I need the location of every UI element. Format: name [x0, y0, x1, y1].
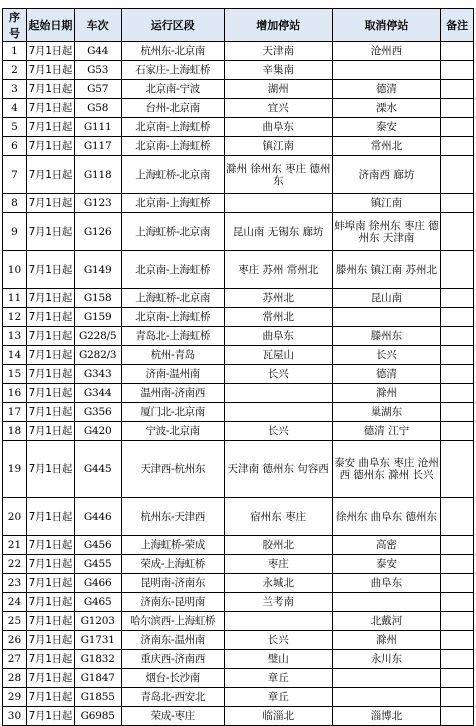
train-number-cell: G58	[74, 99, 121, 118]
cancelled-stops-cell: 曲阜东	[332, 574, 441, 593]
row-number-cell: 22	[3, 555, 27, 574]
train-number-cell: G445	[74, 441, 121, 498]
added-stops-cell: 永城北	[224, 574, 332, 593]
table-row	[3, 365, 474, 384]
row-number-cell: 25	[3, 612, 27, 631]
route-section-cell: 北京南-上海虹桥	[121, 194, 224, 213]
route-section-cell: 荣成-枣庄	[121, 707, 224, 726]
remarks-cell	[441, 346, 474, 365]
cancelled-stops-cell: 蚌埠南 徐州东 枣庄 德州东 天津南	[332, 213, 441, 251]
start-date-cell: 7月1日起	[26, 498, 74, 536]
added-stops-cell: 天津南	[224, 42, 332, 61]
header-section: 运行区段	[121, 9, 224, 42]
added-stops-cell: 枣庄	[224, 555, 332, 574]
remarks-cell	[441, 194, 474, 213]
remarks-cell	[441, 574, 474, 593]
row-number-cell: 23	[3, 574, 27, 593]
remarks-cell	[441, 707, 474, 726]
cancelled-stops-cell: 高密	[332, 536, 441, 555]
cancelled-stops-cell: 泰安	[332, 118, 441, 137]
route-section-cell: 济南-温州南	[121, 365, 224, 384]
added-stops-cell: 兰考南	[224, 593, 332, 612]
table-row	[3, 99, 474, 118]
train-number-cell: G344	[74, 384, 121, 403]
cancelled-stops-cell: 淄博北	[332, 707, 441, 726]
cancelled-stops-cell: 德清 江宁	[332, 422, 441, 441]
table-row	[3, 669, 474, 688]
start-date-cell: 7月1日起	[26, 688, 74, 707]
table-row	[3, 213, 474, 251]
cancelled-stops-cell	[332, 688, 441, 707]
added-stops-cell: 长兴	[224, 365, 332, 384]
header-no: 序号	[3, 9, 27, 42]
remarks-cell	[441, 384, 474, 403]
train-number-cell: G282/3	[74, 346, 121, 365]
added-stops-cell: 章丘	[224, 688, 332, 707]
row-number-cell: 6	[3, 137, 27, 156]
remarks-cell	[441, 593, 474, 612]
start-date-cell: 7月1日起	[26, 327, 74, 346]
train-timetable-sheet	[2, 8, 474, 726]
start-date-cell: 7月1日起	[26, 441, 74, 498]
added-stops-cell: 长兴	[224, 422, 332, 441]
row-number-cell: 21	[3, 536, 27, 555]
table-row	[3, 118, 474, 137]
remarks-cell	[441, 555, 474, 574]
added-stops-cell: 苏州北	[224, 289, 332, 308]
route-section-cell: 北京南-上海虹桥	[121, 118, 224, 137]
remarks-cell	[441, 612, 474, 631]
cancelled-stops-cell: 滁州	[332, 631, 441, 650]
route-section-cell: 哈尔滨西-上海虹桥	[121, 612, 224, 631]
row-number-cell: 11	[3, 289, 27, 308]
train-number-cell: G111	[74, 118, 121, 137]
cancelled-stops-cell: 济南西 廊坊	[332, 156, 441, 194]
cancelled-stops-cell: 常州北	[332, 137, 441, 156]
cancelled-stops-cell: 巢湖东	[332, 403, 441, 422]
cancelled-stops-cell	[332, 308, 441, 327]
start-date-cell: 7月1日起	[26, 384, 74, 403]
row-number-cell: 9	[3, 213, 27, 251]
train-number-cell: G1855	[74, 688, 121, 707]
row-number-cell: 14	[3, 346, 27, 365]
table-row	[3, 422, 474, 441]
remarks-cell	[441, 650, 474, 669]
row-number-cell: 18	[3, 422, 27, 441]
added-stops-cell	[224, 612, 332, 631]
train-number-cell: G57	[74, 80, 121, 99]
cancelled-stops-cell: 长兴	[332, 346, 441, 365]
table-body	[3, 42, 474, 726]
header-row	[3, 9, 474, 42]
added-stops-cell: 镇江南	[224, 137, 332, 156]
table-row	[3, 403, 474, 422]
table-row	[3, 61, 474, 80]
route-section-cell: 昆明南-济南东	[121, 574, 224, 593]
start-date-cell: 7月1日起	[26, 251, 74, 289]
remarks-cell	[441, 403, 474, 422]
start-date-cell: 7月1日起	[26, 422, 74, 441]
stop-change-table	[2, 8, 474, 726]
train-number-cell: G343	[74, 365, 121, 384]
start-date-cell: 7月1日起	[26, 289, 74, 308]
train-number-cell: G420	[74, 422, 121, 441]
table-row	[3, 574, 474, 593]
cancelled-stops-cell: 溧水	[332, 99, 441, 118]
row-number-cell: 30	[3, 707, 27, 726]
table-row	[3, 308, 474, 327]
row-number-cell: 15	[3, 365, 27, 384]
remarks-cell	[441, 441, 474, 498]
row-number-cell: 26	[3, 631, 27, 650]
route-section-cell: 荣成-上海虹桥	[121, 555, 224, 574]
remarks-cell	[441, 498, 474, 536]
start-date-cell: 7月1日起	[26, 536, 74, 555]
remarks-cell	[441, 669, 474, 688]
table-row	[3, 707, 474, 726]
cancelled-stops-cell	[332, 669, 441, 688]
route-section-cell: 青岛北-上海虹桥	[121, 327, 224, 346]
row-number-cell: 12	[3, 308, 27, 327]
added-stops-cell: 章丘	[224, 669, 332, 688]
train-number-cell: G159	[74, 308, 121, 327]
train-number-cell: G126	[74, 213, 121, 251]
train-number-cell: G466	[74, 574, 121, 593]
added-stops-cell: 临淄北	[224, 707, 332, 726]
remarks-cell	[441, 688, 474, 707]
route-section-cell: 青岛北-西安北	[121, 688, 224, 707]
added-stops-cell: 瓦屋山	[224, 346, 332, 365]
cancelled-stops-cell	[332, 593, 441, 612]
cancelled-stops-cell: 泰安	[332, 555, 441, 574]
start-date-cell: 7月1日起	[26, 42, 74, 61]
row-number-cell: 19	[3, 441, 27, 498]
table-row	[3, 137, 474, 156]
train-number-cell: G456	[74, 536, 121, 555]
train-number-cell: G356	[74, 403, 121, 422]
train-number-cell: G118	[74, 156, 121, 194]
route-section-cell: 北京南-上海虹桥	[121, 137, 224, 156]
remarks-cell	[441, 213, 474, 251]
start-date-cell: 7月1日起	[26, 612, 74, 631]
start-date-cell: 7月1日起	[26, 194, 74, 213]
train-number-cell: G1832	[74, 650, 121, 669]
table-row	[3, 384, 474, 403]
start-date-cell: 7月1日起	[26, 156, 74, 194]
added-stops-cell: 长兴	[224, 631, 332, 650]
remarks-cell	[441, 42, 474, 61]
remarks-cell	[441, 536, 474, 555]
start-date-cell: 7月1日起	[26, 631, 74, 650]
start-date-cell: 7月1日起	[26, 365, 74, 384]
start-date-cell: 7月1日起	[26, 574, 74, 593]
start-date-cell: 7月1日起	[26, 137, 74, 156]
table-row	[3, 536, 474, 555]
cancelled-stops-cell	[332, 61, 441, 80]
route-section-cell: 上海虹桥-北京南	[121, 213, 224, 251]
start-date-cell: 7月1日起	[26, 346, 74, 365]
table-row	[3, 251, 474, 289]
table-row	[3, 688, 474, 707]
remarks-cell	[441, 308, 474, 327]
cancelled-stops-cell: 滕州东	[332, 327, 441, 346]
table-row	[3, 650, 474, 669]
table-row	[3, 498, 474, 536]
start-date-cell: 7月1日起	[26, 99, 74, 118]
added-stops-cell: 常州北	[224, 308, 332, 327]
header-cancelled-stops: 取消停站	[332, 9, 441, 42]
train-number-cell: G1203	[74, 612, 121, 631]
remarks-cell	[441, 99, 474, 118]
row-number-cell: 3	[3, 80, 27, 99]
row-number-cell: 7	[3, 156, 27, 194]
remarks-cell	[441, 251, 474, 289]
remarks-cell	[441, 631, 474, 650]
cancelled-stops-cell: 滁州	[332, 384, 441, 403]
row-number-cell: 29	[3, 688, 27, 707]
cancelled-stops-cell: 滕州东 镇江南 苏州北	[332, 251, 441, 289]
row-number-cell: 8	[3, 194, 27, 213]
cancelled-stops-cell: 昆山南	[332, 289, 441, 308]
cancelled-stops-cell: 泰安 曲阜东 枣庄 沧州西 德州东 滁州 长兴	[332, 441, 441, 498]
table-row	[3, 346, 474, 365]
route-section-cell: 济南东-昆明南	[121, 593, 224, 612]
route-section-cell: 济南东-温州南	[121, 631, 224, 650]
row-number-cell: 1	[3, 42, 27, 61]
route-section-cell: 上海虹桥-北京南	[121, 289, 224, 308]
cancelled-stops-cell: 镇江南	[332, 194, 441, 213]
route-section-cell: 宁波-北京南	[121, 422, 224, 441]
route-section-cell: 上海虹桥-荣成	[121, 536, 224, 555]
start-date-cell: 7月1日起	[26, 118, 74, 137]
added-stops-cell: 滁州 徐州东 枣庄 德州东	[224, 156, 332, 194]
header-start-date: 起始日期	[26, 9, 74, 42]
remarks-cell	[441, 422, 474, 441]
cancelled-stops-cell: 德清	[332, 365, 441, 384]
start-date-cell: 7月1日起	[26, 308, 74, 327]
cancelled-stops-cell: 德清	[332, 80, 441, 99]
row-number-cell: 27	[3, 650, 27, 669]
train-number-cell: G6985	[74, 707, 121, 726]
train-number-cell: G465	[74, 593, 121, 612]
table-row	[3, 631, 474, 650]
train-number-cell: G455	[74, 555, 121, 574]
added-stops-cell	[224, 194, 332, 213]
start-date-cell: 7月1日起	[26, 555, 74, 574]
train-number-cell: G158	[74, 289, 121, 308]
route-section-cell: 杭州-青岛	[121, 346, 224, 365]
added-stops-cell: 枣庄 苏州 常州北	[224, 251, 332, 289]
route-section-cell: 天津西-杭州东	[121, 441, 224, 498]
train-number-cell: G1847	[74, 669, 121, 688]
train-number-cell: G44	[74, 42, 121, 61]
remarks-cell	[441, 289, 474, 308]
table-row	[3, 194, 474, 213]
table-row	[3, 555, 474, 574]
added-stops-cell: 曲阜东	[224, 327, 332, 346]
added-stops-cell: 天津南 德州东 句容西	[224, 441, 332, 498]
start-date-cell: 7月1日起	[26, 707, 74, 726]
remarks-cell	[441, 137, 474, 156]
route-section-cell: 北京南-上海虹桥	[121, 251, 224, 289]
cancelled-stops-cell: 永川东	[332, 650, 441, 669]
route-section-cell: 杭州东-天津西	[121, 498, 224, 536]
route-section-cell: 北京南-宁波	[121, 80, 224, 99]
train-number-cell: G1731	[74, 631, 121, 650]
row-number-cell: 10	[3, 251, 27, 289]
route-section-cell: 上海虹桥-北京南	[121, 156, 224, 194]
added-stops-cell: 湖州	[224, 80, 332, 99]
row-number-cell: 28	[3, 669, 27, 688]
start-date-cell: 7月1日起	[26, 80, 74, 99]
added-stops-cell: 曲阜东	[224, 118, 332, 137]
train-number-cell: G228/5	[74, 327, 121, 346]
route-section-cell: 厦门北-北京南	[121, 403, 224, 422]
route-section-cell: 烟台-长沙南	[121, 669, 224, 688]
table-row	[3, 593, 474, 612]
route-section-cell: 温州南-济南西	[121, 384, 224, 403]
route-section-cell: 北京南-上海虹桥	[121, 308, 224, 327]
start-date-cell: 7月1日起	[26, 593, 74, 612]
start-date-cell: 7月1日起	[26, 669, 74, 688]
route-section-cell: 杭州东-北京南	[121, 42, 224, 61]
remarks-cell	[441, 156, 474, 194]
start-date-cell: 7月1日起	[26, 403, 74, 422]
table-row	[3, 441, 474, 498]
remarks-cell	[441, 80, 474, 99]
start-date-cell: 7月1日起	[26, 213, 74, 251]
cancelled-stops-cell: 沧州西	[332, 42, 441, 61]
table-row	[3, 80, 474, 99]
row-number-cell: 16	[3, 384, 27, 403]
remarks-cell	[441, 118, 474, 137]
row-number-cell: 5	[3, 118, 27, 137]
header-train: 车次	[74, 9, 121, 42]
remarks-cell	[441, 61, 474, 80]
route-section-cell: 台州-北京南	[121, 99, 224, 118]
header-remarks: 备注	[441, 9, 474, 42]
row-number-cell: 24	[3, 593, 27, 612]
remarks-cell	[441, 365, 474, 384]
row-number-cell: 4	[3, 99, 27, 118]
train-number-cell: G53	[74, 61, 121, 80]
train-number-cell: G446	[74, 498, 121, 536]
added-stops-cell: 辛集南	[224, 61, 332, 80]
train-number-cell: G149	[74, 251, 121, 289]
added-stops-cell: 昆山南 无锡东 廊坊	[224, 213, 332, 251]
row-number-cell: 20	[3, 498, 27, 536]
added-stops-cell	[224, 403, 332, 422]
route-section-cell: 石家庄-上海虹桥	[121, 61, 224, 80]
table-row	[3, 612, 474, 631]
added-stops-cell: 宿州东 枣庄	[224, 498, 332, 536]
added-stops-cell: 胶州北	[224, 536, 332, 555]
remarks-cell	[441, 327, 474, 346]
train-number-cell: G117	[74, 137, 121, 156]
table-header	[3, 9, 474, 42]
route-section-cell: 重庆西-济南西	[121, 650, 224, 669]
cancelled-stops-cell: 徐州东 曲阜东 德州东	[332, 498, 441, 536]
added-stops-cell: 宜兴	[224, 99, 332, 118]
row-number-cell: 2	[3, 61, 27, 80]
train-number-cell: G123	[74, 194, 121, 213]
row-number-cell: 13	[3, 327, 27, 346]
row-number-cell: 17	[3, 403, 27, 422]
start-date-cell: 7月1日起	[26, 650, 74, 669]
added-stops-cell	[224, 384, 332, 403]
table-row	[3, 42, 474, 61]
table-row	[3, 156, 474, 194]
table-row	[3, 289, 474, 308]
header-added-stops: 增加停站	[224, 9, 332, 42]
cancelled-stops-cell: 北戴河	[332, 612, 441, 631]
added-stops-cell: 璧山	[224, 650, 332, 669]
start-date-cell: 7月1日起	[26, 61, 74, 80]
table-row	[3, 327, 474, 346]
